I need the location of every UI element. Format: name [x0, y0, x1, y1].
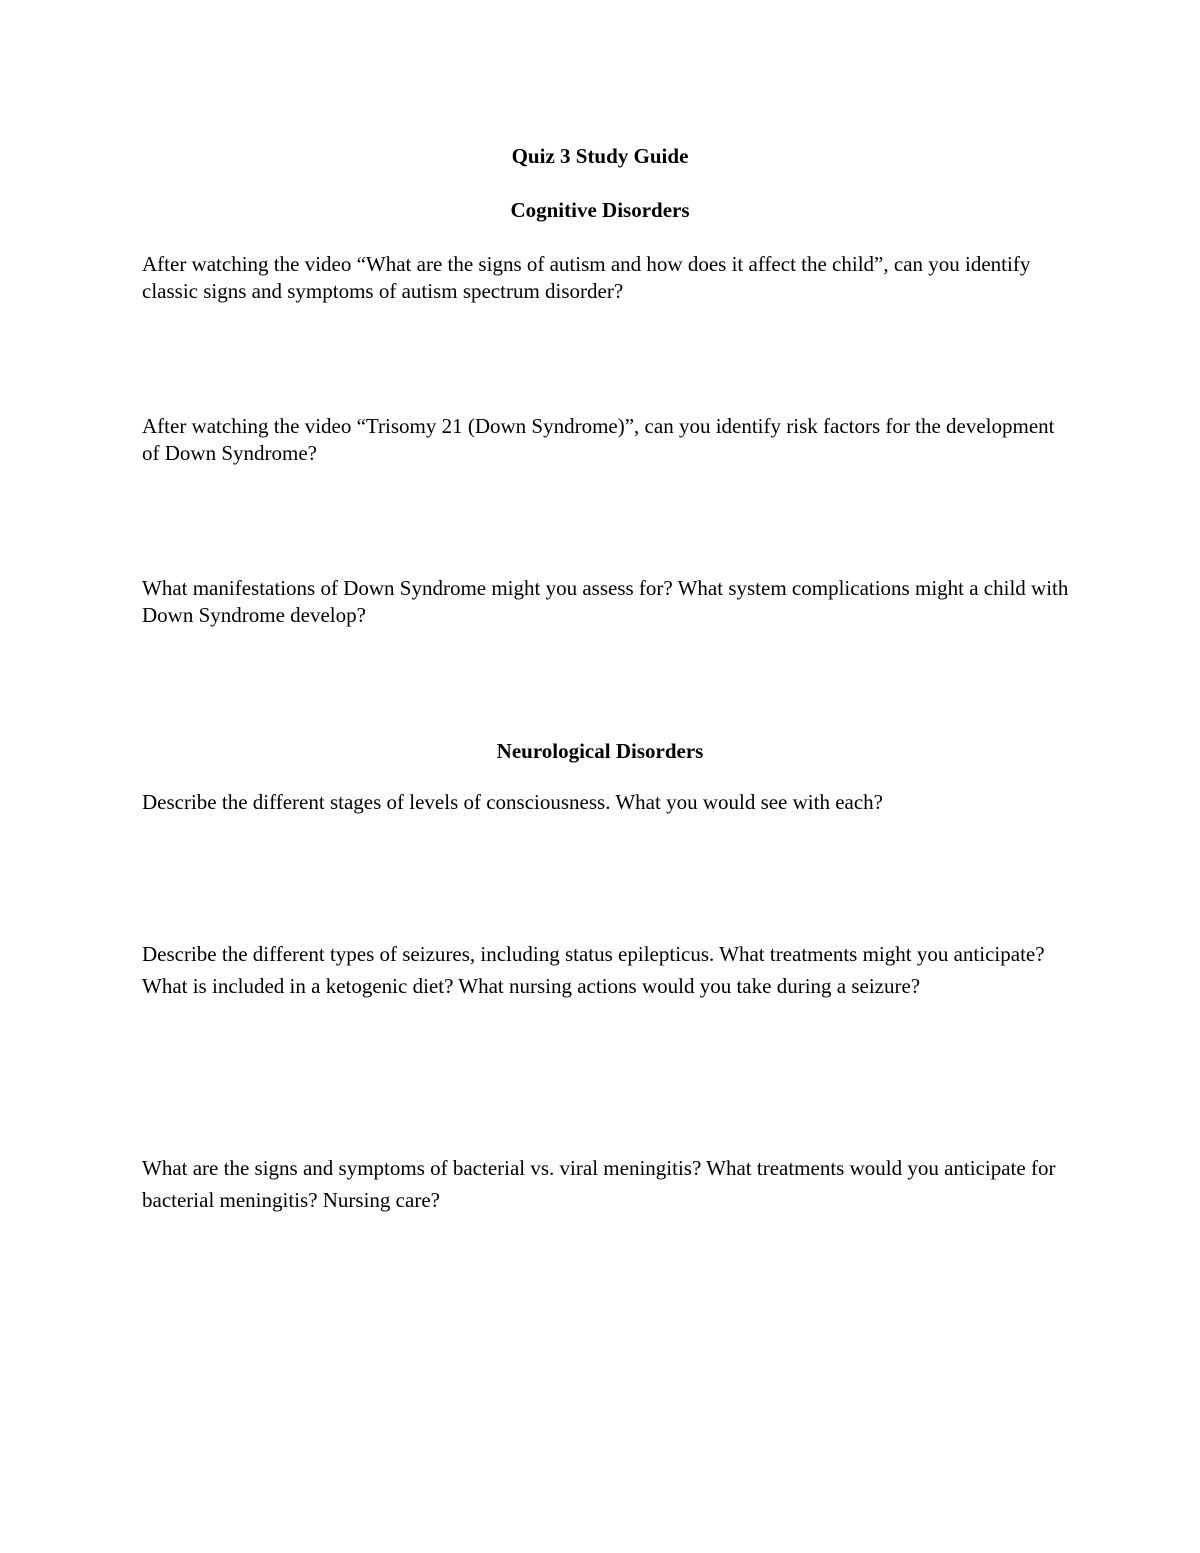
question-levels-of-consciousness: Describe the different stages of levels of consciousness. What you would see with each? [142, 790, 883, 814]
section-heading-cognitive-disorders: Cognitive Disorders [510, 198, 690, 222]
question-down-syndrome-manifestations: What manifestations of Down Syndrome might you assess for? What system complications might a child with Down Syndrome develop? [142, 576, 1069, 627]
section-heading-neurological-disorders: Neurological Disorders [496, 739, 704, 763]
question-down-syndrome-risk-factors: After watching the video “Trisomy 21 (Down Syndrome)”, can you identify risk factors for the development of Down Syndrome? [142, 414, 1055, 465]
question-autism-signs: After watching the video “What are the signs of autism and how does it affect the child”, can you identify classic signs and symptoms of autism spectrum disorder? [142, 252, 1031, 303]
document-title: Quiz 3 Study Guide [511, 144, 689, 168]
question-meningitis: What are the signs and symptoms of bacterial vs. viral meningitis? What treatments would you anticipate for bacterial meningitis? Nursing care? [142, 1156, 1056, 1212]
question-seizures: Describe the different types of seizures, including status epilepticus. What treatments might you anticipate? What is included in a ketogenic diet? What nursing actions would you take during a seizure? [142, 942, 1045, 998]
